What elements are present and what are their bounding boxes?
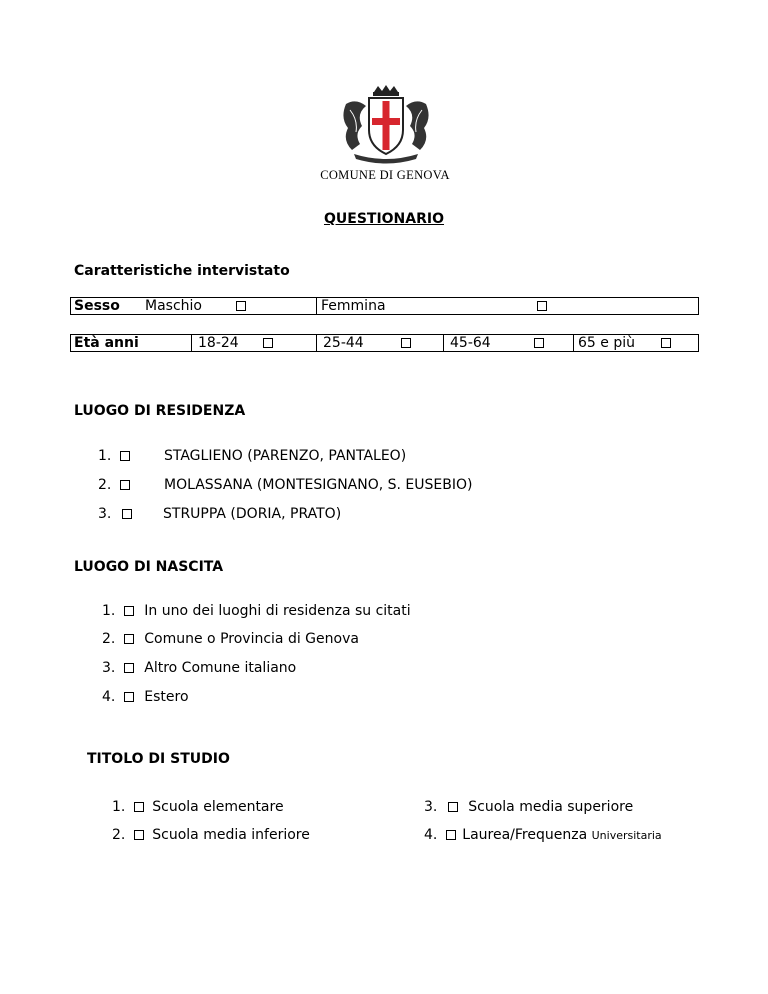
femmina-checkbox[interactable] (537, 301, 547, 311)
eta-option-65: 65 e più (578, 335, 635, 351)
nascita-item-number: 1. (102, 603, 116, 619)
eta-option-25-44: 25-44 (323, 335, 364, 351)
sesso-row (70, 297, 699, 315)
studio-item-label: Scuola media superiore (468, 799, 634, 815)
logo (318, 84, 452, 184)
nascita-item-number: 2. (102, 631, 116, 647)
studio-item-number: 1. (112, 799, 126, 815)
nascita-1-checkbox[interactable] (124, 606, 134, 616)
eta-option-45-64: 45-64 (450, 335, 491, 351)
list-item (98, 477, 130, 493)
nascita-item-label: Estero (144, 689, 189, 705)
studio-1-checkbox[interactable] (134, 802, 144, 812)
eta-18-24-checkbox[interactable] (263, 338, 273, 348)
eta-label: Età anni (74, 335, 139, 351)
list-item (102, 689, 189, 705)
sesso-label: Sesso (74, 298, 120, 314)
residenza-item-label: MOLASSANA (MONTESIGNANO, S. EUSEBIO) (164, 477, 473, 493)
section-heading-intervistato: Caratteristiche intervistato (74, 263, 290, 279)
logo-caption: COMUNE DI GENOVA (320, 168, 450, 182)
nascita-3-checkbox[interactable] (124, 663, 134, 673)
section-heading-nascita: LUOGO DI NASCITA (74, 559, 224, 575)
residenza-item-number: 1. (98, 448, 112, 464)
studio-item-label: Scuola elementare (152, 799, 284, 815)
list-item (98, 448, 130, 464)
nascita-item-label: In uno dei luoghi di residenza su citati (144, 603, 411, 619)
list-item (102, 631, 359, 647)
coat-of-arms-icon (336, 84, 436, 164)
list-item (102, 660, 296, 676)
page-title: QUESTIONARIO (323, 211, 445, 227)
list-item (98, 506, 132, 522)
studio-item-label: Laurea/Frequenza (462, 827, 588, 843)
eta-65-checkbox[interactable] (661, 338, 671, 348)
residenza-2-checkbox[interactable] (120, 480, 130, 490)
section-heading-studio: TITOLO DI STUDIO (87, 751, 230, 767)
eta-45-64-checkbox[interactable] (534, 338, 544, 348)
nascita-item-label: Altro Comune italiano (144, 660, 297, 676)
studio-item-number: 2. (112, 827, 126, 843)
femmina-label: Femmina (321, 298, 386, 314)
studio-3-checkbox[interactable] (448, 802, 458, 812)
list-item (102, 603, 411, 619)
section-heading-residenza: LUOGO DI RESIDENZA (74, 403, 246, 419)
maschio-label: Maschio (145, 298, 202, 314)
list-item (424, 827, 662, 844)
studio-4-checkbox[interactable] (446, 830, 456, 840)
residenza-item-label: STRUPPA (DORIA, PRATO) (163, 506, 342, 522)
residenza-item-number: 2. (98, 477, 112, 493)
studio-item-number: 3. (424, 799, 438, 815)
studio-item-suffix: Universitaria (591, 829, 662, 842)
studio-item-number: 4. (424, 827, 438, 843)
eta-row (70, 334, 699, 352)
nascita-item-number: 4. (102, 689, 116, 705)
residenza-item-label: STAGLIENO (PARENZO, PANTALEO) (164, 448, 407, 464)
list-item (112, 827, 310, 843)
list-item (112, 799, 284, 815)
maschio-checkbox[interactable] (236, 301, 246, 311)
nascita-item-number: 3. (102, 660, 116, 676)
nascita-2-checkbox[interactable] (124, 634, 134, 644)
residenza-1-checkbox[interactable] (120, 451, 130, 461)
studio-2-checkbox[interactable] (134, 830, 144, 840)
nascita-4-checkbox[interactable] (124, 692, 134, 702)
residenza-item-number: 3. (98, 506, 112, 522)
nascita-item-label: Comune o Provincia di Genova (144, 631, 359, 647)
eta-25-44-checkbox[interactable] (401, 338, 411, 348)
residenza-3-checkbox[interactable] (122, 509, 132, 519)
eta-option-18-24: 18-24 (198, 335, 239, 351)
list-item (424, 799, 633, 815)
studio-item-label: Scuola media inferiore (152, 827, 310, 843)
